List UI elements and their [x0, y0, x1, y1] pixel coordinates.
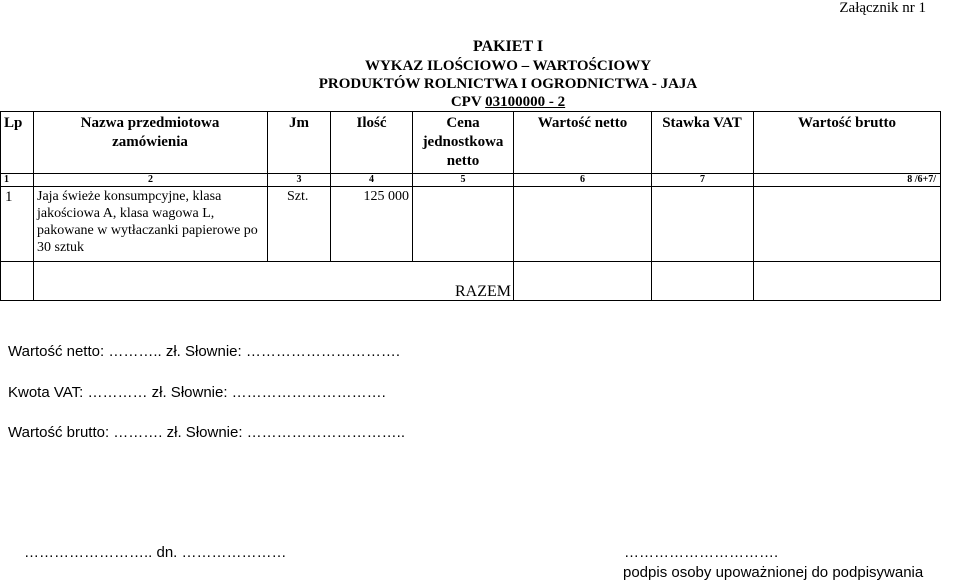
col-header-qty: Ilość — [356, 115, 387, 131]
package-title: PAKIET I — [472, 38, 544, 55]
signature-dots: …………………………. — [624, 544, 779, 561]
row-unit: Szt. — [287, 189, 309, 204]
row-lp: 1 — [5, 189, 13, 205]
col-line-8 — [940, 111, 941, 301]
col-number: 4 — [369, 174, 374, 185]
total-label: RAZEM — [455, 283, 511, 300]
col-header-vat: Stawka VAT — [662, 115, 742, 131]
cpv-line — [58, 93, 958, 111]
products-title: PRODUKTÓW ROLNICTWA I OGRODNICTWA - JAJA — [318, 76, 698, 92]
col-number: 1 — [4, 174, 9, 185]
col-number: 6 — [580, 174, 585, 185]
row-product-name: Jaja świeże konsumpcyjne, klasa jakościowa A, klasa wagowa L, pakowane w wytłaczanki papierowe po 30 sztuk — [37, 189, 258, 255]
annex-label: Załącznik nr 1 — [839, 0, 926, 16]
col-line-6 — [651, 111, 652, 301]
col-number: 3 — [296, 174, 302, 185]
col-header-jm: Jm — [289, 115, 309, 131]
summary-net-value: Wartość netto: ……….. zł. Słownie: …………………………. — [8, 343, 401, 360]
col-line-4 — [412, 111, 413, 262]
col-header-net: Wartość netto — [537, 115, 628, 131]
col-line-0 — [0, 111, 1, 301]
col-header-lp: Lp — [4, 115, 23, 131]
col-number: 5 — [460, 174, 466, 185]
col-line-5 — [513, 111, 514, 301]
col-line-2 — [267, 111, 268, 262]
table-border-top — [0, 111, 941, 112]
row-quantity: 125 000 — [363, 189, 409, 204]
cpv-code: 03100000 - 2 — [485, 94, 566, 110]
col-number: 8 /6+7/ — [907, 174, 936, 185]
summary-gross-value: Wartość brutto: ………. zł. Słownie: ………………………….. — [8, 424, 406, 441]
col-number: 7 — [700, 174, 705, 185]
col-header-price: Cena jednostkowa netto — [422, 115, 504, 169]
col-header-gross: Wartość brutto — [798, 115, 896, 131]
table-row-bottom — [0, 261, 941, 262]
place-date-line: …………………….. dn. ………………… — [24, 544, 287, 561]
col-header-name: Nazwa przedmiotowa zamówienia — [80, 115, 220, 150]
table-numbers-bottom — [0, 186, 941, 187]
col-line-3 — [330, 111, 331, 262]
list-title: WYKAZ ILOŚCIOWO – WARTOŚCIOWY — [364, 58, 652, 74]
cpv-label: CPV — [450, 94, 482, 110]
signature-label: podpis osoby upoważnionej do podpisywania — [623, 564, 924, 581]
col-line-1 — [33, 111, 34, 301]
col-line-7 — [753, 111, 754, 301]
summary-vat-amount: Kwota VAT: ………… zł. Słownie: …………………………. — [8, 384, 386, 401]
col-number: 2 — [148, 174, 153, 185]
